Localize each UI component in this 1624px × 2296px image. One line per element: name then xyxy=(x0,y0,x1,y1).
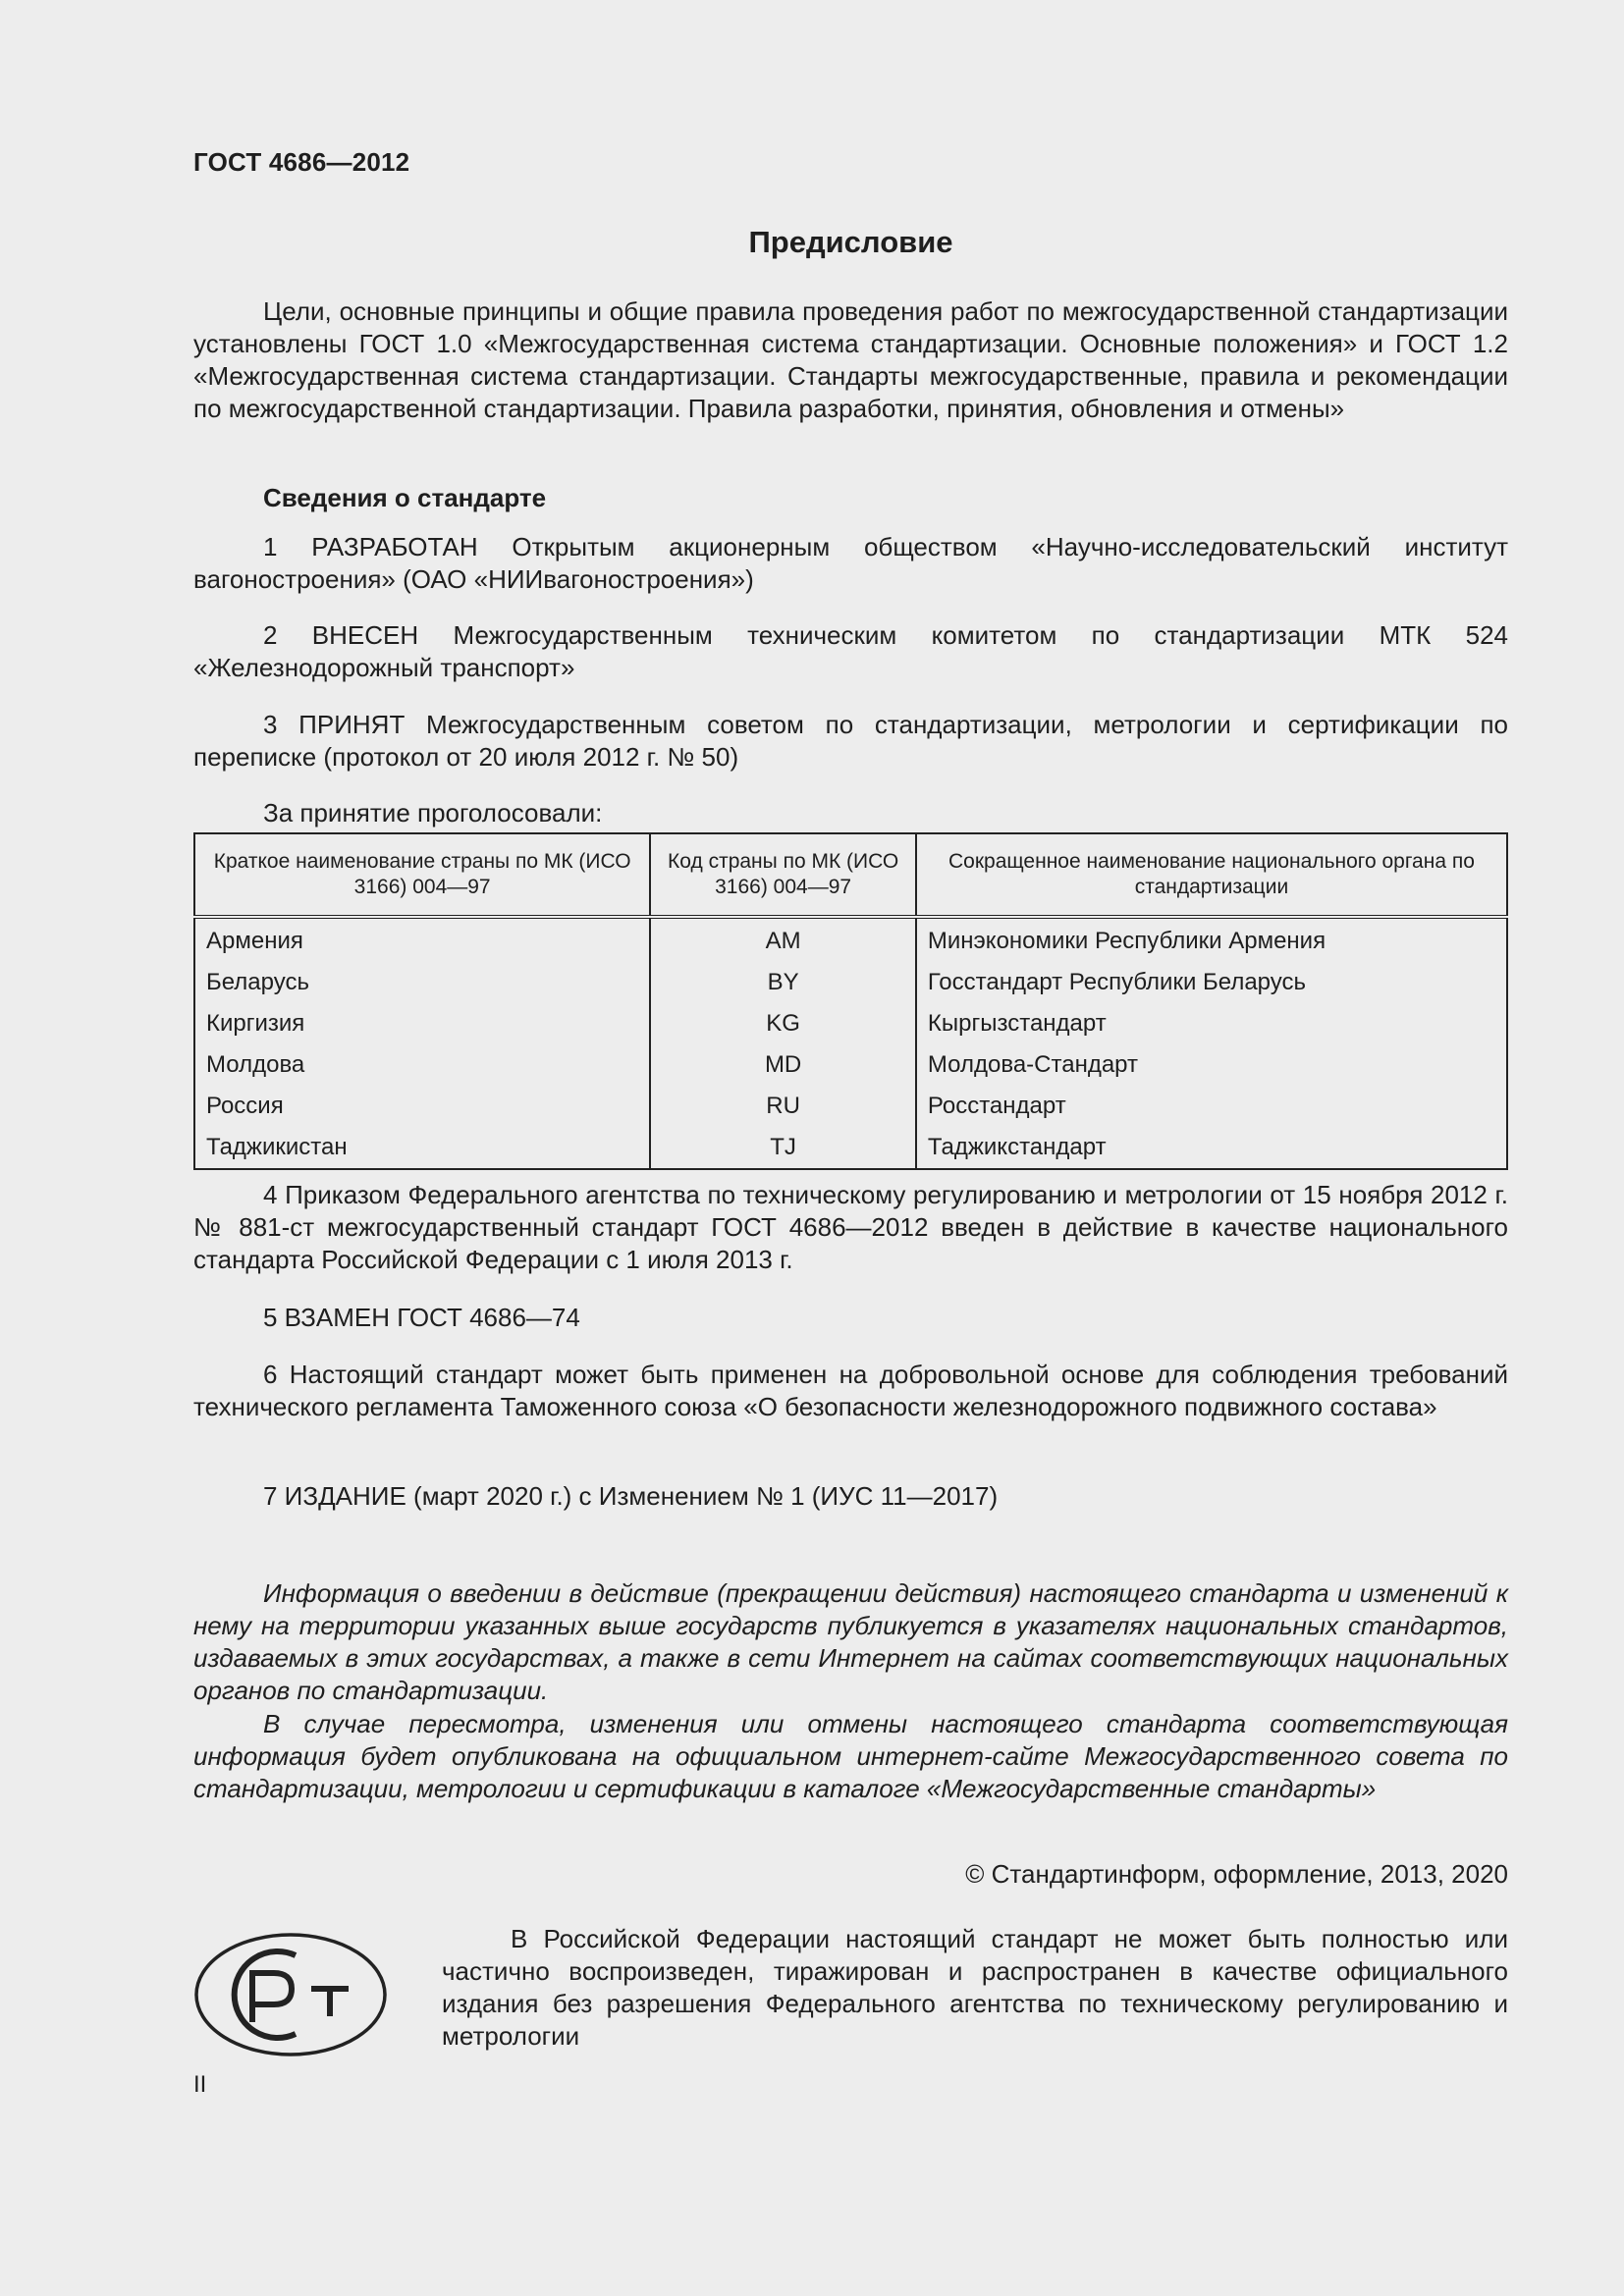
intro-text: Цели, основные принципы и общие правила проведения работ по межгосударственной стандартизации установлены ГОСТ 1.0 «Межгосударственная система стандартизации. Основные положения» и ГОСТ 1.2 «Межгосударственная система стандартизации. Стандарты межгосударственные, правила и рекомендации по межгосударственной стандартизации. Правила разработки, принятия, обновления и отмены» xyxy=(193,296,1508,423)
organ-cell: Молдова-Стандарт xyxy=(916,1044,1507,1086)
standard-info-heading: Сведения о стандарте xyxy=(263,483,547,512)
item-5-replaces: 5 ВЗАМЕН ГОСТ 4686—74 xyxy=(263,1303,580,1332)
organ-cell: Росстандарт xyxy=(916,1086,1507,1127)
country-cell: Армения xyxy=(194,917,650,962)
page-title: Предисловие xyxy=(748,225,953,259)
organ-cell: Кыргызстандарт xyxy=(916,1003,1507,1044)
copyright-line: © Стандартинформ, оформление, 2013, 2020 xyxy=(965,1859,1508,1889)
rst-certification-logo-icon xyxy=(193,1932,388,2057)
organ-cell: Таджикстандарт xyxy=(916,1127,1507,1169)
item-7-edition: 7 ИЗДАНИЕ (март 2020 г.) с Изменением № 1 (ИУС 11—2017) xyxy=(263,1481,999,1511)
notice-paragraph-2: В случае пересмотра, изменения или отмены настоящего стандарта соответствующая информация будет опубликована на официальном интернет-сайте Межгосударственного совета по стандартизации, метрологии и сертификации в каталоге «Межгосударственные стандарты» xyxy=(193,1709,1508,1803)
item-2-introduced: 2 ВНЕСЕН Межгосударственным техническим комитетом по стандартизации МТК 524 «Железнодорожный транспорт» xyxy=(193,620,1508,682)
country-cell: Таджикистан xyxy=(194,1127,650,1169)
voting-countries-table xyxy=(193,832,1508,1170)
code-cell: AM xyxy=(650,917,916,962)
code-cell: RU xyxy=(650,1086,916,1127)
country-cell: Молдова xyxy=(194,1044,650,1086)
column-header-organ: Сокращенное наименование национального органа по стандартизации xyxy=(916,833,1507,917)
item-3-adopted: 3 ПРИНЯТ Межгосударственным советом по стандартизации, метрологии и сертификации по переписке (протокол от 20 июля 2012 г. № 50) xyxy=(193,710,1508,772)
column-header-code: Код страны по МК (ИСО 3166) 004—97 xyxy=(650,833,916,917)
reproduction-notice: В Российской Федерации настоящий стандарт не может быть полностью или частично воспроизведен, тиражирован и распространен в качестве официального издания без разрешения Федерального агентства по техническому регулированию и метрологии xyxy=(442,1924,1508,2051)
column-header-country: Краткое наименование страны по МК (ИСО 3166) 004—97 xyxy=(194,833,650,917)
item-4-order: 4 Приказом Федерального агентства по техническому регулированию и метрологии от 15 ноября 2012 г. № 881-ст межгосударственный стандарт ГОСТ 4686—2012 введен в действие в качестве национального стандарта Российской Федерации с 1 июля 2013 г. xyxy=(193,1180,1508,1274)
document-page xyxy=(193,0,1508,2296)
page-number: II xyxy=(193,2071,207,2098)
item-6-voluntary: 6 Настоящий стандарт может быть применен на добровольной основе для соблюдения требований технического регламента Таможенного союза «О безопасности железнодорожного подвижного состава» xyxy=(193,1360,1508,1421)
organ-cell: Минэкономики Республики Армения xyxy=(916,917,1507,962)
country-cell: Киргизия xyxy=(194,1003,650,1044)
organ-cell: Госстандарт Республики Беларусь xyxy=(916,962,1507,1003)
code-cell: TJ xyxy=(650,1127,916,1169)
country-cell: Россия xyxy=(194,1086,650,1127)
vote-label: За принятие проголосовали: xyxy=(263,798,603,828)
item-1-developed: 1 РАЗРАБОТАН Открытым акционерным обществом «Научно-исследовательский институт вагоностроения» (ОАО «НИИвагоностроения») xyxy=(193,532,1508,594)
table-row xyxy=(194,1086,1507,1127)
table-header-row xyxy=(194,833,1507,917)
code-cell: MD xyxy=(650,1044,916,1086)
notice-paragraph-1: Информация о введении в действие (прекращении действия) настоящего стандарта и изменений к нему на территории указанных выше государств публикуется в указателях национальных стандартов, издаваемых в этих государствах, а также в сети Интернет на сайтах соответствующих национальных органов по стандартизации. xyxy=(193,1578,1508,1705)
standard-code: ГОСТ 4686—2012 xyxy=(193,147,410,177)
intro-paragraph xyxy=(193,295,1508,425)
code-cell: BY xyxy=(650,962,916,1003)
table-row xyxy=(194,962,1507,1003)
country-cell: Беларусь xyxy=(194,962,650,1003)
code-cell: KG xyxy=(650,1003,916,1044)
table-row xyxy=(194,1044,1507,1086)
table-row xyxy=(194,1127,1507,1169)
table-row xyxy=(194,917,1507,962)
table-row xyxy=(194,1003,1507,1044)
